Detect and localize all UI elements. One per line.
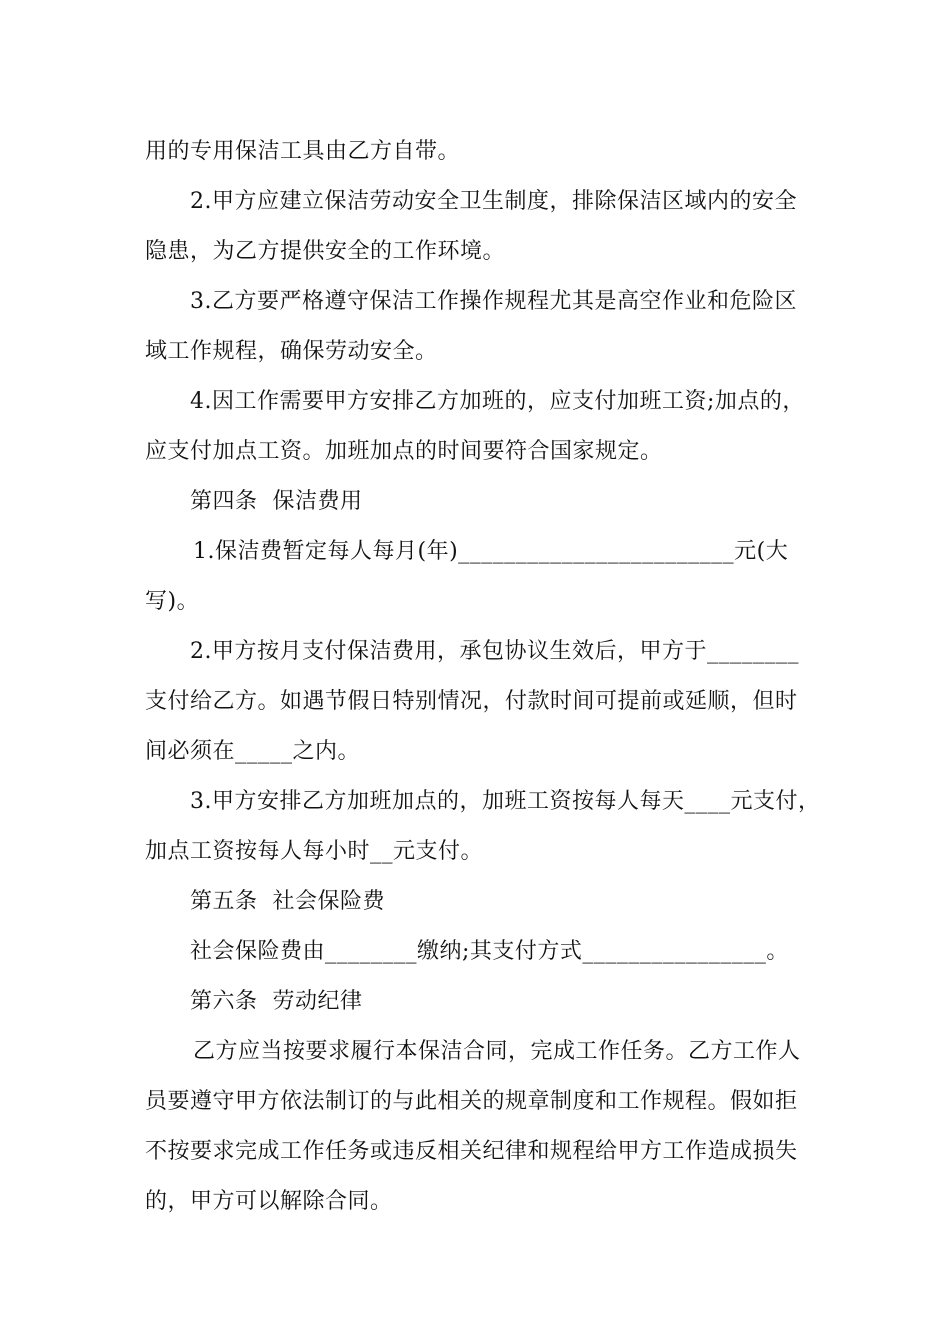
- text-line-2: 2.甲方应建立保洁劳动安全卫生制度，排除保洁区域内的安全: [190, 189, 797, 214]
- text-line-13: 间必须在_____之内。: [145, 739, 361, 764]
- text-line-9: 1.保洁费暂定每人每月(年)________________________元(大: [193, 539, 789, 564]
- text-line-5: 域工作规程，确保劳动安全。: [145, 339, 438, 364]
- text-line-14: 3.甲方安排乙方加班加点的，加班工资按每人每天____元支付，: [190, 789, 821, 814]
- text-line-22: 的，甲方可以解除合同。: [145, 1189, 393, 1214]
- text-line-10: 写)。: [145, 589, 200, 614]
- text-line-3: 隐患，为乙方提供安全的工作环境。: [145, 239, 506, 264]
- text-line-4: 3.乙方要严格遵守保洁工作操作规程尤其是高空作业和危险区: [190, 289, 797, 314]
- text-line-17: 社会保险费由________缴纳;其支付方式________________。: [190, 939, 789, 964]
- text-line-15: 加点工资按每人每小时__元支付。: [145, 839, 484, 864]
- section-heading-5: 第五条 社会保险费: [190, 889, 385, 914]
- section-heading-6: 第六条 劳动纪律: [190, 989, 363, 1014]
- text-line-12: 支付给乙方。如遇节假日特别情况，付款时间可提前或延顺，但时: [145, 689, 798, 714]
- text-line-7: 应支付加点工资。加班加点的时间要符合国家规定。: [145, 439, 663, 464]
- text-line-19: 乙方应当按要求履行本保洁合同，完成工作任务。乙方工作人: [193, 1039, 801, 1064]
- text-line-6: 4.因工作需要甲方安排乙方加班的，应支付加班工资;加点的，: [190, 389, 805, 414]
- section-heading-4: 第四条 保洁费用: [190, 489, 363, 514]
- text-line-20: 员要遵守甲方依法制订的与此相关的规章制度和工作规程。假如拒: [145, 1089, 798, 1114]
- text-line-21: 不按要求完成工作任务或违反相关纪律和规程给甲方工作造成损失: [145, 1139, 798, 1164]
- text-line-1: 用的专用保洁工具由乙方自带。: [145, 139, 461, 164]
- text-line-11: 2.甲方按月支付保洁费用，承包协议生效后，甲方于________: [190, 639, 799, 664]
